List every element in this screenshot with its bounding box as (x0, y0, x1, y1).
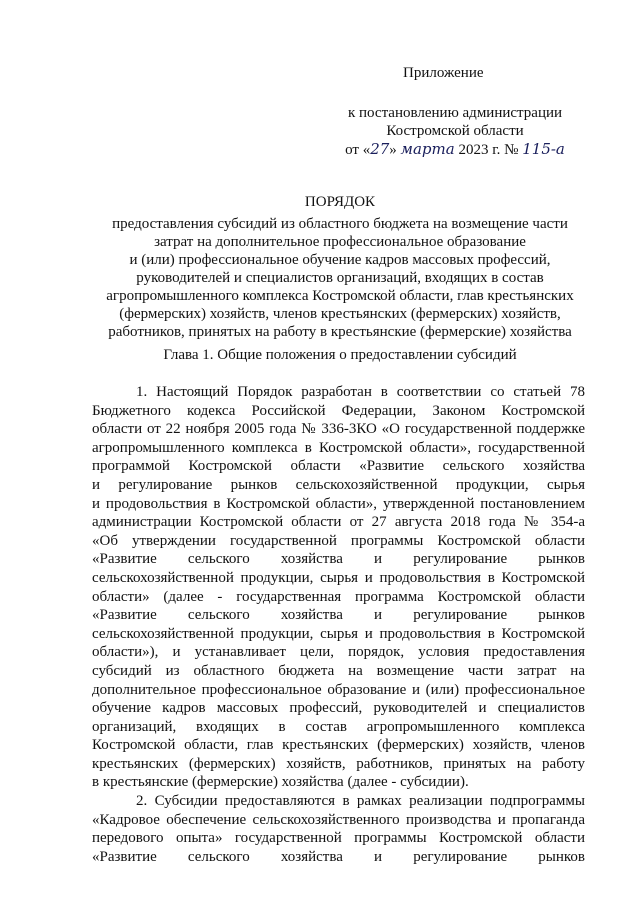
title-line: агропромышленного комплекса Костромской области, глав крестьянских (106, 288, 574, 304)
body-line: «Развитие сельского хозяйства и регулирование рынков (92, 607, 585, 624)
title-line: работников, принятых на работу в крестьянские (фермерские) хозяйства (108, 324, 572, 340)
appendix-header (330, 64, 580, 159)
title-main: ПОРЯДОК (304, 194, 376, 210)
body-line: сельскохозяйственной продукции, сырья и продовольствия в Костромской (92, 625, 585, 642)
body-line: «Кадровое обеспечение сельскохозяйственного производства и пропаганда (92, 811, 585, 828)
body-line: агропромышленного комплекса в Костромской области», государственной (92, 439, 585, 456)
body-line: организаций, входящих в состав агропромышленного комплекса (92, 718, 585, 735)
appendix-line-1: к постановлению администрации (347, 105, 563, 121)
body-line: в крестьянские (фермерские) хозяйства (далее - субсидии). (92, 774, 469, 791)
body-line: сельскохозяйственной продукции, сырья и продовольствия в Костромской (92, 569, 585, 586)
handwritten-day: 27 (370, 140, 390, 158)
body-text (92, 383, 585, 866)
body-line: программой Костромской области «Развитие сельского хозяйства (92, 458, 585, 475)
body-line: «Развитие сельского хозяйства и регулирование рынков (92, 551, 585, 568)
body-line: крестьянских (фермерских) хозяйств, работников, принятых на работу (92, 755, 585, 772)
body-line: обучение кадров массовых профессий, руководителей и специалистов (92, 700, 585, 717)
handwritten-month: марта (400, 140, 455, 158)
body-line: области от 22 ноября 2005 года № 336-3КО «О государственной поддержке (92, 421, 585, 438)
body-line: «Об утверждении государственной программы Костромской области (92, 532, 585, 549)
title-line: руководителей и специалистов организаций, входящих в состав (136, 270, 544, 286)
body-line: дополнительное профессиональное образование и (или) профессиональное (92, 681, 585, 698)
date-year: 2023 г. № (454, 142, 523, 158)
appendix-line-2: Костромской области (386, 123, 524, 139)
body-line: администрации Костромской области от 27 августа 2018 года № 354-а (92, 514, 585, 531)
document-title (60, 193, 620, 341)
body-line: «Развитие сельского хозяйства и регулирование рынков (92, 848, 585, 865)
body-line: Костромской области, глав крестьянских (фермерских) хозяйств, членов (92, 737, 585, 754)
handwritten-number: 115-а (522, 140, 565, 158)
body-line: субсидий из областного бюджета на возмещение части затрат на (92, 662, 585, 679)
body-line: 2. Субсидии предоставляются в рамках реализации подпрограммы (136, 793, 585, 810)
body-line: области» (далее - государственная программа Костромской области (92, 588, 585, 605)
appendix-date-line (330, 140, 580, 159)
body-line: области»), и устанавливает цели, порядок, условия предоставления (92, 644, 585, 661)
body-line: 1. Настоящий Порядок разработан в соответствии со статьей 78 (136, 384, 585, 400)
body-line: и регулирование рынков сельскохозяйственной продукции, сырья (92, 476, 585, 493)
title-line: затрат на дополнительное профессиональное образование (154, 234, 526, 250)
title-line: и (или) профессиональное обучение кадров массовых профессий, (129, 252, 551, 268)
body-line: передового опыта» государственной программы Костромской области (92, 830, 585, 847)
body-line: Бюджетного кодекса Российской Федерации, Законом Костромской (92, 402, 585, 419)
date-mid: » (389, 142, 401, 158)
title-line: предоставления субсидий из областного бюджета на возмещение части (112, 216, 568, 232)
chapter-heading: Глава 1. Общие положения о предоставлении субсидий (163, 347, 517, 363)
date-prefix: от « (345, 142, 371, 158)
body-line: и продовольствия в Костромской области», утвержденной постановлением (92, 495, 585, 512)
title-line: (фермерских) хозяйств, членов крестьянских (фермерских) хозяйств, (119, 306, 561, 322)
appendix-label: Приложение (403, 65, 484, 81)
